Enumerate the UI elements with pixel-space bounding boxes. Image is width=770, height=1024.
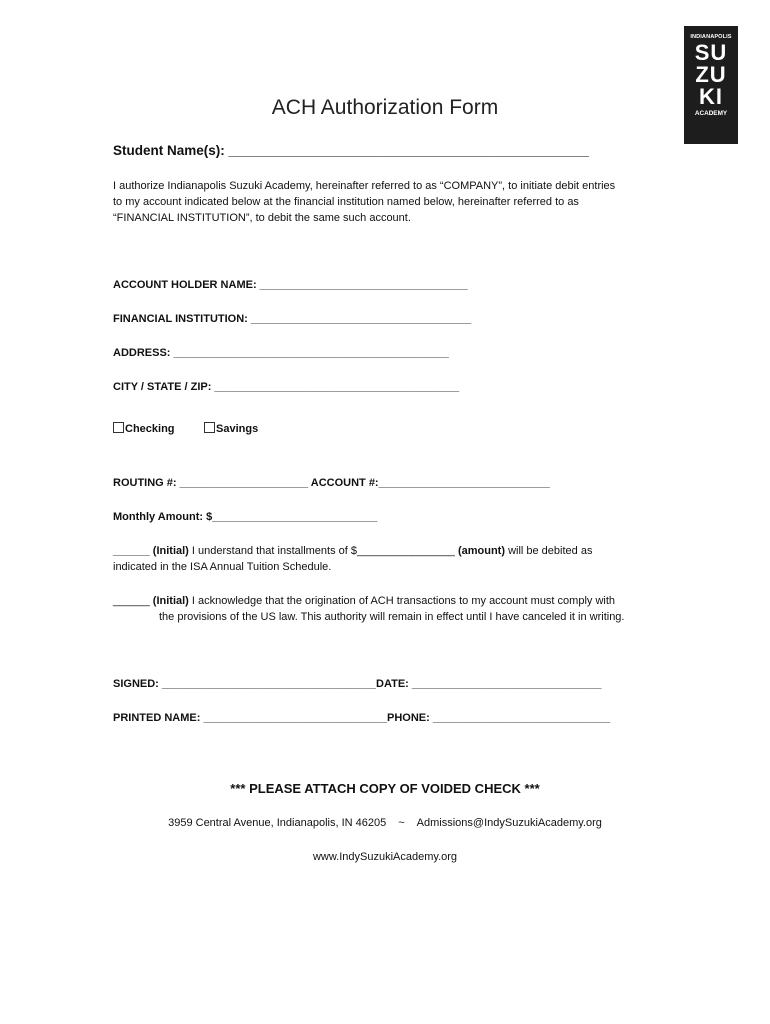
printed-name-label: PRINTED NAME:: [113, 712, 201, 724]
signed-label: SIGNED:: [113, 678, 159, 690]
city-state-zip-label: CITY / STATE / ZIP:: [113, 381, 212, 393]
address-blank[interactable]: _____________________________________________: [173, 347, 449, 359]
printed-name-phone-row: [113, 712, 610, 724]
authorization-line-1: I authorize Indianapolis Suzuki Academy, hereinafter referred to as “COMPANY”, to initiate debit entries: [113, 180, 616, 192]
website-link[interactable]: www.IndySuzukiAcademy.org: [312, 851, 458, 863]
initial-1-label: (Initial): [152, 545, 189, 557]
checking-option[interactable]: [113, 422, 175, 435]
address-field[interactable]: [113, 347, 449, 359]
email-address[interactable]: Admissions@IndySuzukiAcademy.org: [416, 817, 602, 829]
initial-2-blank[interactable]: ______: [113, 595, 150, 607]
date-label: DATE:: [376, 678, 409, 690]
routing-label: ROUTING #:: [113, 477, 177, 489]
authorization-line-2: to my account indicated below at the financial institution named below, hereinafter referred to as: [113, 196, 579, 208]
logo-line-1: SU: [694, 40, 728, 65]
monthly-amount-label: Monthly Amount: $: [113, 511, 213, 523]
account-holder-blank[interactable]: __________________________________: [259, 279, 468, 291]
routing-account-row: [113, 477, 550, 489]
savings-option[interactable]: [204, 422, 258, 435]
debited-text: will be debited as: [508, 545, 593, 557]
signed-date-row: [113, 678, 602, 690]
logo-bottom-text: ACADEMY: [694, 110, 728, 117]
student-name-label: Student Name(s):: [113, 143, 225, 158]
logo-top-text: INDIANAPOLIS: [690, 34, 732, 40]
form-title: ACH Authorization Form: [271, 96, 499, 119]
address-label: ADDRESS:: [113, 347, 171, 359]
date-blank[interactable]: _______________________________: [411, 678, 602, 690]
authorization-paragraph: [113, 178, 653, 226]
amount-label: (amount): [457, 545, 505, 557]
street-address: 3959 Central Avenue, Indianapolis, IN 46205: [168, 817, 387, 829]
financial-institution-blank[interactable]: ____________________________________: [250, 313, 472, 325]
checking-checkbox[interactable]: [113, 422, 124, 433]
city-state-zip-field[interactable]: [113, 381, 459, 393]
logo-line-3: KI: [699, 84, 723, 109]
account-number-label: ACCOUNT #:: [310, 477, 379, 489]
account-holder-label: ACCOUNT HOLDER NAME:: [113, 279, 257, 291]
student-name-blank[interactable]: ________________________________________________: [228, 143, 589, 158]
account-number-blank[interactable]: ____________________________: [378, 477, 550, 489]
student-name-field[interactable]: [113, 143, 589, 158]
logo-line-2: ZU: [695, 62, 727, 87]
monthly-amount-field[interactable]: [113, 511, 377, 523]
financial-institution-field[interactable]: [113, 313, 471, 325]
footer-separator: ~: [398, 817, 405, 829]
installments-acknowledgement: [113, 543, 592, 575]
installments-text: I understand that installments of $________________: [191, 545, 455, 557]
savings-checkbox[interactable]: [204, 422, 215, 433]
checking-label: Checking: [125, 423, 175, 435]
phone-blank[interactable]: _____________________________: [432, 712, 611, 724]
routing-blank[interactable]: _____________________: [179, 477, 309, 489]
phone-label: PHONE:: [386, 712, 430, 724]
compliance-text-line-2: the provisions of the US law. This authority will remain in effect until I have canceled it in writing.: [159, 611, 625, 623]
installments-text-line-2: indicated in the ISA Annual Tuition Schedule.: [113, 561, 332, 573]
account-holder-field[interactable]: [113, 279, 468, 291]
ach-compliance-acknowledgement: [113, 593, 625, 625]
printed-name-blank[interactable]: ______________________________: [203, 712, 387, 724]
suzuki-academy-logo: [684, 26, 738, 144]
signed-blank[interactable]: ___________________________________: [161, 678, 377, 690]
compliance-text: I acknowledge that the origination of ACH transactions to my account must comply with: [191, 595, 616, 607]
financial-institution-label: FINANCIAL INSTITUTION:: [113, 313, 248, 325]
city-state-zip-blank[interactable]: ________________________________________: [214, 381, 460, 393]
initial-1-blank[interactable]: ______: [113, 545, 150, 557]
initial-2-label: (Initial): [152, 595, 189, 607]
attach-voided-check-note: *** PLEASE ATTACH COPY OF VOIDED CHECK ***: [230, 781, 540, 796]
contact-footer: [0, 817, 770, 829]
monthly-amount-blank[interactable]: ___________________________: [212, 511, 378, 523]
authorization-line-3: “FINANCIAL INSTITUTION”, to debit the same such account.: [113, 212, 411, 224]
savings-label: Savings: [216, 423, 259, 435]
